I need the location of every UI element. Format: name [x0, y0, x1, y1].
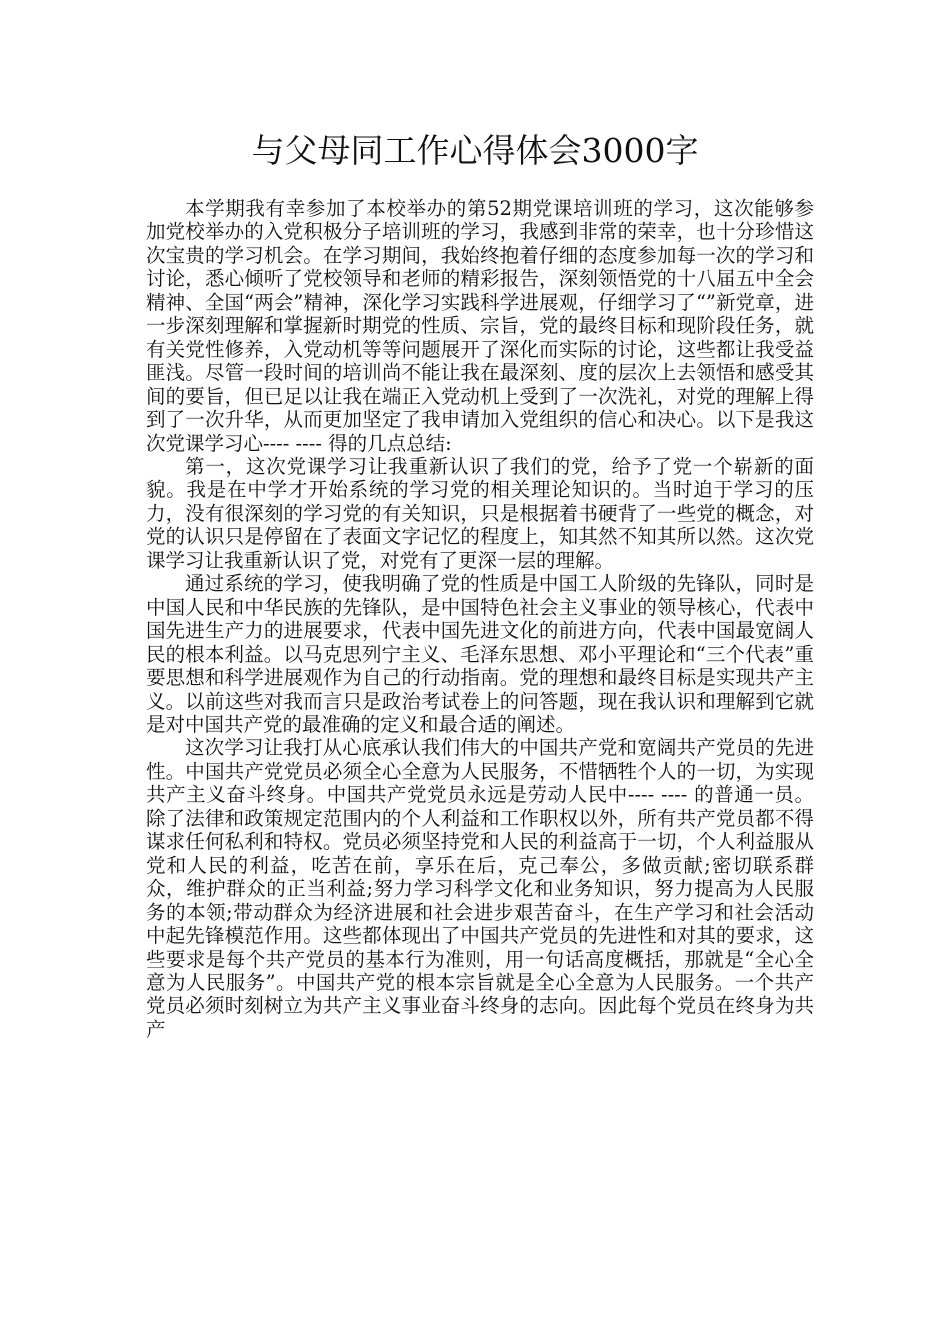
document-title: 与父母同工作心得体会3000字 — [251, 131, 699, 170]
paragraph: 这次学习让我打从心底承认我们伟大的中国共产党和宽阔共产党员的先进性。中国共产党党员必须全心全意为人民服务，不惜牺牲个人的一切，为实现共产主义奋斗终身。中国共产党党员永远是劳动人民中---- ---- 的普通一员。除了法律和政策规定范围内的个人利益和工作职权以外，所有共产党员都不得谋求任何私利和特权。党员必须坚持党和人民的利益高于一切，个人利益服从党和人民的利益，吃苦在前，享乐在后，克己奉公，多做贡献;密切联系群众，维护群众的正当利益;努力学习科学文化和业务知识，努力提高为人民服务的本领;带动群众为经济进展和社会进步艰苦奋斗，在生产学习和社会活动中起先锋模范作用。这些都体现出了中国共产党员的先进性和对其的要求，这些要求是每个共产党员的基本行为准则，用一句话高度概括，那就是“全心全意为人民服务”。中国共产党的根本宗旨就是全心全意为人民服务。一个共产党员必须时刻树立为共产主义事业奋斗终身的志向。因此每个党员在终身为共产 — [146, 736, 814, 1041]
document-body — [146, 197, 814, 1041]
paragraph: 通过系统的学习，使我明确了党的性质是中国工人阶级的先锋队，同时是中国人民和中华民族的先锋队，是中国特色社会主义事业的领导核心，代表中国先进生产力的进展要求，代表中国先进文化的前进方向，代表中国最宽阔人民的根本利益。以马克思列宁主义、毛泽东思想、邓小平理论和“三个代表”重要思想和科学进展观作为自己的行动指南。党的理想和最终目标是实现共产主义。以前这些对我而言只是政治考试卷上的问答题，现在我认识和理解到它就是对中国共产党的最准确的定义和最合适的阐述。 — [146, 572, 814, 736]
paragraph: 本学期我有幸参加了本校举办的第52期党课培训班的学习，这次能够参加党校举办的入党积极分子培训班的学习，我感到非常的荣幸，也十分珍惜这次宝贵的学习机会。在学习期间，我始终抱着仔细的态度参加每一次的学习和讨论，悉心倾听了党校领导和老师的精彩报告，深刻领悟党的十八届五中全会精神、全国“两会”精神，深化学习实践科学进展观，仔细学习了“”新党章，进一步深刻理解和掌握新时期党的性质、宗旨，党的最终目标和现阶段任务，就有关党性修养，入党动机等等问题展开了深化而实际的讨论，这些都让我受益匪浅。尽管一段时间的培训尚不能让我在最深刻、度的层次上去领悟和感受其间的要旨，但已足以让我在端正入党动机上受到了一次洗礼，对党的理解上得到了一次升华，从而更加坚定了我申请加入党组织的信心和决心。以下是我这次党课学习心---- ---- 得的几点总结: — [146, 197, 814, 455]
paragraph: 第一，这次党课学习让我重新认识了我们的党，给予了党一个崭新的面貌。我是在中学才开始系统的学习党的相关理论知识的。当时迫于学习的压力，没有很深刻的学习党的有关知识，只是根据着书硬背了一些党的概念，对党的认识只是停留在了表面文字记忆的程度上，知其然不知其所以然。这次党课学习让我重新认识了党，对党有了更深一层的理解。 — [146, 454, 814, 572]
